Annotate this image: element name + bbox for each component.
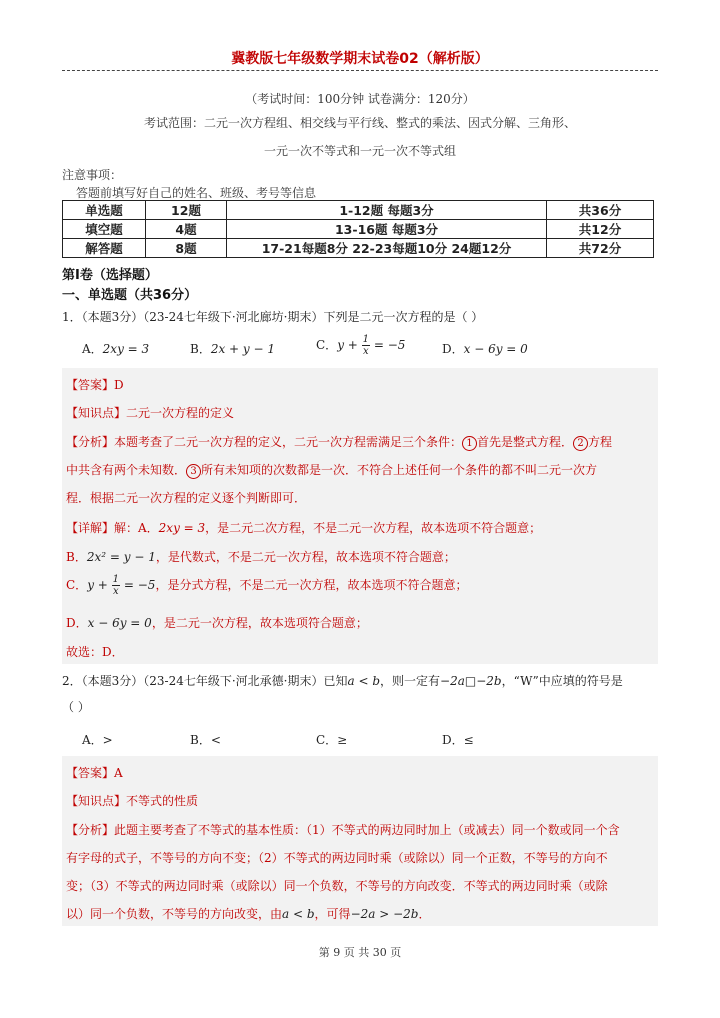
table-cell: 共12分 [547,220,654,239]
option-label: C． [316,338,338,352]
question-1-analysis-line-1 [66,433,612,451]
table-cell: 填空题 [63,220,146,239]
question-2-option-a: A．> [82,733,113,747]
option-math: = −5 [373,338,406,352]
analysis-text: 首先是整式方程． [477,435,574,449]
question-1-detail-c [66,574,467,597]
table-cell: 12题 [146,201,227,220]
option-math: x − 6y = 0 [463,342,528,356]
question-2-paren: （ ） [62,700,90,714]
fraction-numerator: 1 [362,334,370,345]
table-row [63,220,654,239]
option-label: B． [190,342,211,356]
table-cell: 单选题 [63,201,146,220]
table-cell: 解答题 [63,239,146,258]
fraction-denominator: x [113,586,119,597]
table-cell: 17-21每题8分 22-23每题10分 24题12分 [227,239,547,258]
exam-time-info: （考试时间：100分钟 试卷满分：120分） [245,92,475,106]
fraction [362,334,370,357]
stem-text: ，“W”中应填的符号是 [501,674,623,688]
question-2-stem [62,672,623,689]
question-1-detail-d [66,614,368,631]
option-math: 2xy = 3 [102,342,150,356]
exam-scope-line-2: 一元一次不等式和一元一次不等式组 [263,144,456,158]
page-footer: 第 9 页 共 30 页 [318,946,402,959]
question-1-stem: 1．（本题3分）（23-24七年级下·河北廊坊·期末）下列是二元一次方程的是（ ） [62,310,484,324]
question-1-answer: 【答案】D [66,378,124,392]
option-math: y + [337,338,358,352]
section-heading: 一、单选题（共36分） [62,288,198,303]
question-1-detail-b [66,548,456,565]
analysis-text: ，可得 [314,907,351,921]
question-2-option-b: B．< [190,733,221,747]
analysis-math: −2a > −2b [350,907,419,921]
circled-number: 1 [462,436,477,451]
table-cell: 13-16题 每题3分 [227,220,547,239]
table-cell: 8题 [146,239,227,258]
notes-title: 注意事项： [62,168,123,182]
detail-math: x − 6y = 0 [87,616,152,630]
analysis-text: 方程 [588,435,613,449]
option-label: D． [442,342,464,356]
stem-math: a < b [347,674,381,688]
question-2-answer: 【答案】A [66,766,123,780]
question-1-conclusion: 故选：D． [66,645,124,659]
exam-scope-line-1: 考试范围：二元一次方程组、相交线与平行线、整式的乘法、因式分解、三角形、 [143,116,576,130]
question-1-option-d [442,340,528,357]
detail-text: B． [66,550,87,564]
analysis-text: 【分析】本题考查了二元一次方程的定义，二元一次方程需满足三个条件： [66,435,463,449]
circled-number: 3 [186,464,201,479]
detail-text: ，是二元一次方程，故本选项符合题意； [151,616,368,630]
question-1-option-a [82,340,149,357]
analysis-text: 所有未知项的次数都是一次．不符合上述任何一个条件的都不叫二元一次方 [201,463,598,477]
table-row [63,201,654,220]
question-2-analysis-line-1: 【分析】此题主要考查了不等式的基本性质：（1）不等式的两边同时加上（或减去）同一个数或同一个含 [66,823,620,837]
detail-text: D． [66,616,88,630]
notes-item: 答题前填写好自己的姓名、班级、考号等信息 [76,186,317,200]
question-2-analysis-line-4 [66,905,430,922]
stem-text: ，则一定有 [380,674,441,688]
question-2-answer-box [62,756,658,926]
document-title: 冀教版七年级数学期末试卷02（解析版） [231,51,489,67]
circled-number: 2 [573,436,588,451]
question-1-analysis-line-2 [66,461,597,479]
question-1-detail-a [66,519,541,536]
detail-text: ，是分式方程，不是二元一次方程，故本选项不符合题意； [155,578,468,592]
detail-text: ，是代数式，不是二元一次方程，故本选项不符合题意； [155,550,456,564]
question-1-option-c [316,334,405,357]
analysis-math: a < b [282,907,315,921]
table-row [63,239,654,258]
stem-math: −2a□−2b [440,674,502,688]
title-divider [62,70,658,71]
detail-text: C． [66,578,88,592]
fraction-denominator: x [363,346,369,357]
question-2-analysis-line-3: 变；（3）不等式的两边同时乘（或除以）同一个负数，不等号的方向改变．不等式的两边同时乘（或除 [66,879,608,893]
question-2-option-d: D．≤ [442,733,474,747]
detail-text: ，是二元二次方程，不是二元一次方程，故本选项不符合题意； [205,521,542,535]
table-cell: 4题 [146,220,227,239]
table-cell: 共36分 [547,201,654,220]
question-2-analysis-line-2: 有字母的式子，不等号的方向不变；（2）不等式的两边同时乘（或除以）同一个正数，不等号的方向不 [66,851,608,865]
question-1-option-b [190,340,275,357]
table-cell: 1-12题 每题3分 [227,201,547,220]
fraction [112,574,120,597]
analysis-text: 中共含有两个未知数． [66,463,187,477]
detail-math: = −5 [123,578,156,592]
stem-text: 2．（本题3分）（23-24七年级下·河北承德·期末）已知 [62,674,348,688]
option-math: 2x + y − 1 [210,342,276,356]
detail-math: 2xy = 3 [158,521,206,535]
question-1-analysis-line-3: 程．根据二元一次方程的定义逐个判断即可． [66,491,307,505]
detail-text: 【详解】解：A． [66,521,159,535]
fraction-numerator: 1 [112,574,120,585]
detail-math: y + [87,578,108,592]
option-label: A． [82,342,103,356]
score-table [62,200,654,258]
question-1-knowledge: 【知识点】二元一次方程的定义 [66,406,235,420]
question-2-option-c: C．≥ [316,733,348,747]
volume-heading: 第Ⅰ卷（选择题） [62,268,158,283]
analysis-text: 以）同一个负数，不等号的方向改变，由 [66,907,283,921]
question-2-knowledge: 【知识点】不等式的性质 [66,794,199,808]
analysis-text: ． [418,907,431,921]
detail-math: 2x² = y − 1 [86,550,156,564]
table-cell: 共72分 [547,239,654,258]
